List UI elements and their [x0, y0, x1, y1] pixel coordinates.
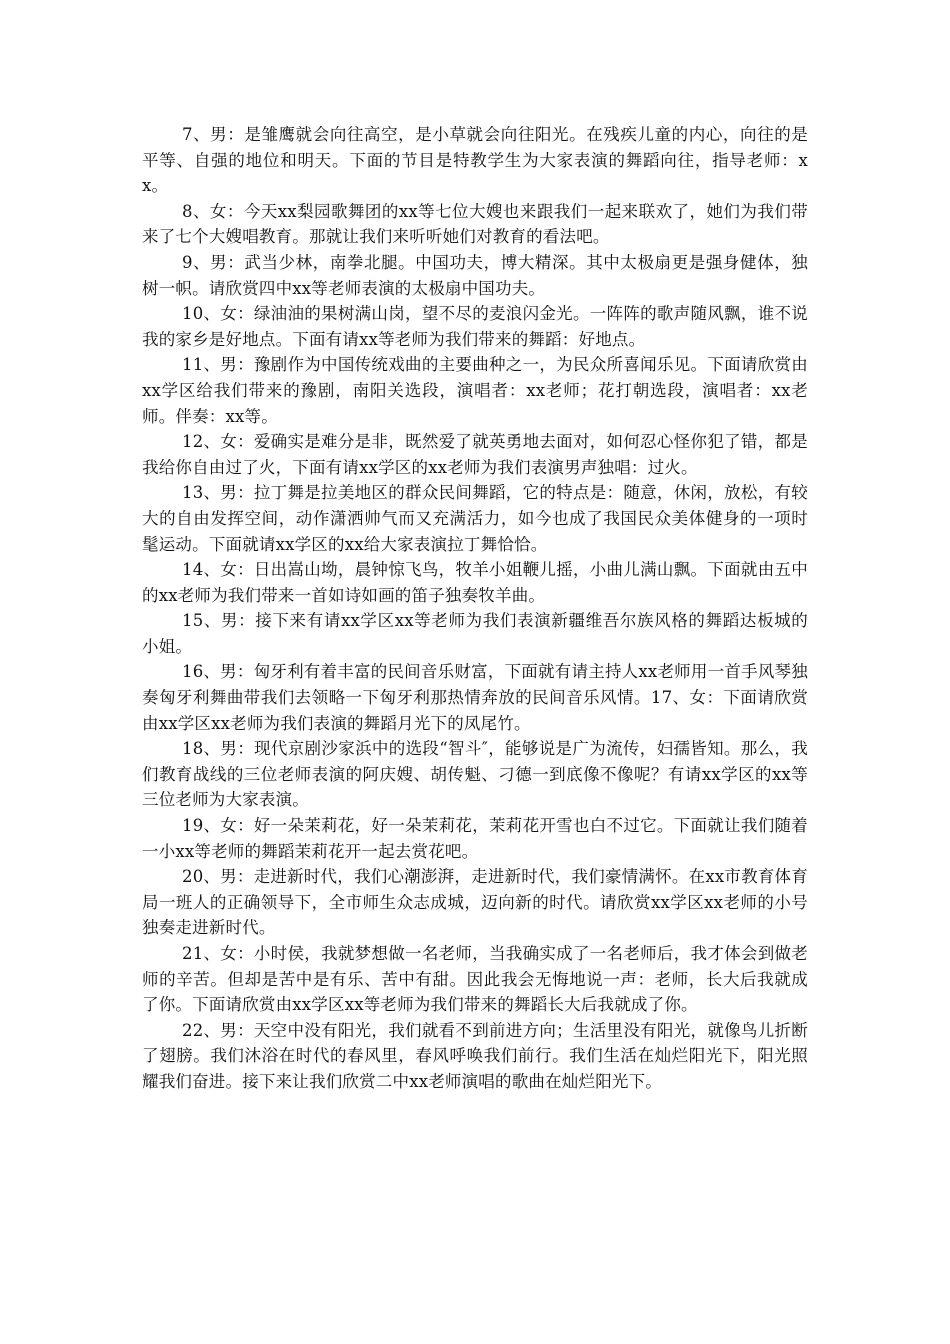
paragraph-14: 14、女：日出嵩山坳，晨钟惊飞鸟，牧羊小姐鞭儿摇，小曲儿满山飘。下面就由五中的xx老师为我们带来一首如诗如画的笛子独奏牧羊曲。 [142, 560, 808, 605]
paragraph-21: 21、女：小时侯，我就梦想做一名老师，当我确实成了一名老师后，我才体会到做老师的辛苦。但却是苦中是有乐、苦中有甜。因此我会无悔地说一声：老师，长大后我就成了你。下面请欣赏由xx学区xx等老师为我们带来的舞蹈长大后我就成了你。 [142, 944, 808, 1015]
paragraph-13: 13、男：拉丁舞是拉美地区的群众民间舞蹈，它的特点是：随意，休闲，放松，有较大的自由发挥空间，动作潇洒帅气而又充满活力，如今也成了我国民众美体健身的一项时髦运动。下面就请xx学区的xx给大家表演拉丁舞恰恰。 [142, 483, 808, 554]
paragraph-10: 10、女：绿油油的果树满山岗，望不尽的麦浪闪金光。一阵阵的歌声随风飘，谁不说我的家乡是好地点。下面有请xx等老师为我们带来的舞蹈：好地点。 [142, 304, 808, 349]
paragraph-19: 19、女：好一朵茉莉花，好一朵茉莉花，茉莉花开雪也白不过它。下面就让我们随着一小xx等老师的舞蹈茉莉花开一起去赏花吧。 [142, 816, 808, 861]
paragraph-22: 22、男：天空中没有阳光，我们就看不到前进方向；生活里没有阳光，就像鸟儿折断了翅膀。我们沐浴在时代的春风里，春风呼唤我们前行。我们生活在灿烂阳光下，阳光照耀我们奋进。接下来让我们欣赏二中xx老师演唱的歌曲在灿烂阳光下。 [142, 1020, 808, 1091]
paragraph-12: 12、女：爱确实是难分是非，既然爱了就英勇地去面对，如何忍心怪你犯了错，都是我给你自由过了火，下面有请xx学区的xx老师为我们表演男声独唱：过火。 [142, 432, 808, 477]
paragraph-7: 7、男：是雏鹰就会向往高空，是小草就会向往阳光。在残疾儿童的内心，向往的是平等、自强的地位和明天。下面的节目是特教学生为大家表演的舞蹈向往，指导老师：xx。 [142, 125, 808, 196]
paragraph-20: 20、男：走进新时代，我们心潮澎湃，走进新时代，我们豪情满怀。在xx市教育体育局一班人的正确领导下，全市师生众志成城，迈向新的时代。请欣赏xx学区xx老师的小号独奏走进新时代。 [142, 867, 808, 938]
paragraph-8: 8、女：今天xx梨园歌舞团的xx等七位大嫂也来跟我们一起来联欢了，她们为我们带来了七个大嫂唱教育。那就让我们来听听她们对教育的看法吧。 [142, 201, 808, 247]
paragraph-15: 15、男：接下来有请xx学区xx等老师为我们表演新疆维吾尔族风格的舞蹈达板城的小姐。 [142, 611, 808, 656]
paragraph-16-17: 16、男：匈牙利有着丰富的民间音乐财富，下面就有请主持人xx老师用一首手风琴独奏匈牙利舞曲带我们去领略一下匈牙利那热情奔放的民间音乐风情。17、女：下面请欣赏由xx学区xx老师为我们表演的舞蹈月光下的凤尾竹。 [142, 662, 808, 733]
paragraph-9: 9、男：武当少林，南拳北腿。中国功夫，博大精深。其中太极扇更是强身健体，独树一帜。请欣赏四中xx等老师表演的太极扇中国功夫。 [142, 252, 808, 298]
paragraph-11: 11、男：豫剧作为中国传统戏曲的主要曲种之一，为民众所喜闻乐见。下面请欣赏由xx学区给我们带来的豫剧，南阳关选段，演唱者：xx老师；花打朝选段，演唱者：xx老师。伴奏：xx等。 [142, 355, 808, 426]
document-body [142, 122, 808, 1095]
paragraph-18: 18、男：现代京剧沙家浜中的选段“智斗″，能够说是广为流传，妇孺皆知。那么，我们教育战线的三位老师表演的阿庆嫂、胡传魁、刁德一到底像不像呢？有请xx学区的xx等三位老师为大家表演。 [142, 739, 808, 810]
